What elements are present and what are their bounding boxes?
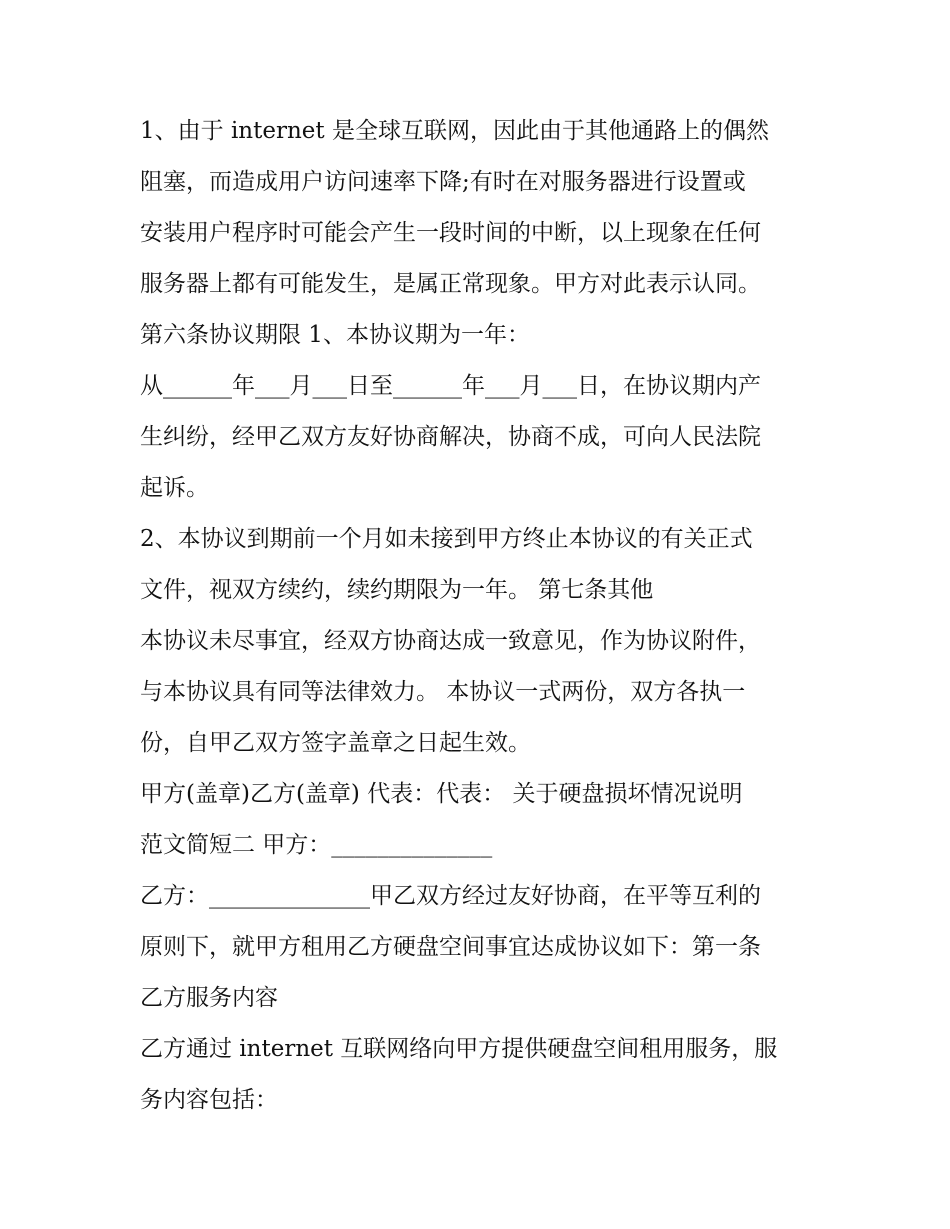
text-line: 从______年___月___日至______年___月___日，在协议期内产 [140,373,761,399]
text-line: 范文简短二 甲方：______________ [140,832,493,858]
text-line: 份，自甲乙双方签字盖章之日起生效。 [140,730,531,756]
text-line: 生纠纷，经甲乙双方友好协商解决，协商不成，可向人民法院 [140,424,761,450]
text-line: 乙方通过 internet 互联网络向甲方提供硬盘空间租用服务，服 [140,1036,778,1062]
text-line: 务内容包括： [140,1087,278,1113]
text-line: 安装用户程序时可能会产生一段时间的中断，以上现象在任何 [140,220,761,246]
text-line: 甲方(盖章)乙方(盖章) 代表：代表： 关于硬盘损坏情况说明 [140,781,743,807]
text-line: 2、本协议到期前一个月如未接到甲方终止本协议的有关正式 [140,526,753,552]
text-line: 原则下，就甲方租用乙方硬盘空间事宜达成协议如下：第一条 [140,934,761,960]
text-line: 乙方：______________甲乙双方经过友好协商，在平等互利的 [140,883,761,909]
text-line: 1、由于 internet 是全球互联网，因此由于其他通路上的偶然 [140,118,769,144]
text-line: 服务器上都有可能发生，是属正常现象。甲方对此表示认同。 [140,271,761,297]
text-line: 与本协议具有同等法律效力。 本协议一式两份，双方各执一 [140,679,746,705]
text-line: 第六条协议期限 1、本协议期为一年： [140,322,530,348]
text-line: 文件，视双方续约，续约期限为一年。 第七条其他 [140,577,654,603]
text-line: 阻塞，而造成用户访问速率下降;有时在对服务器进行设置或 [140,169,746,195]
text-line: 乙方服务内容 [140,985,278,1011]
text-line: 起诉。 [140,475,209,501]
text-line: 本协议未尽事宜，经双方协商达成一致意见，作为协议附件， [140,628,761,654]
document-body [140,106,830,1126]
